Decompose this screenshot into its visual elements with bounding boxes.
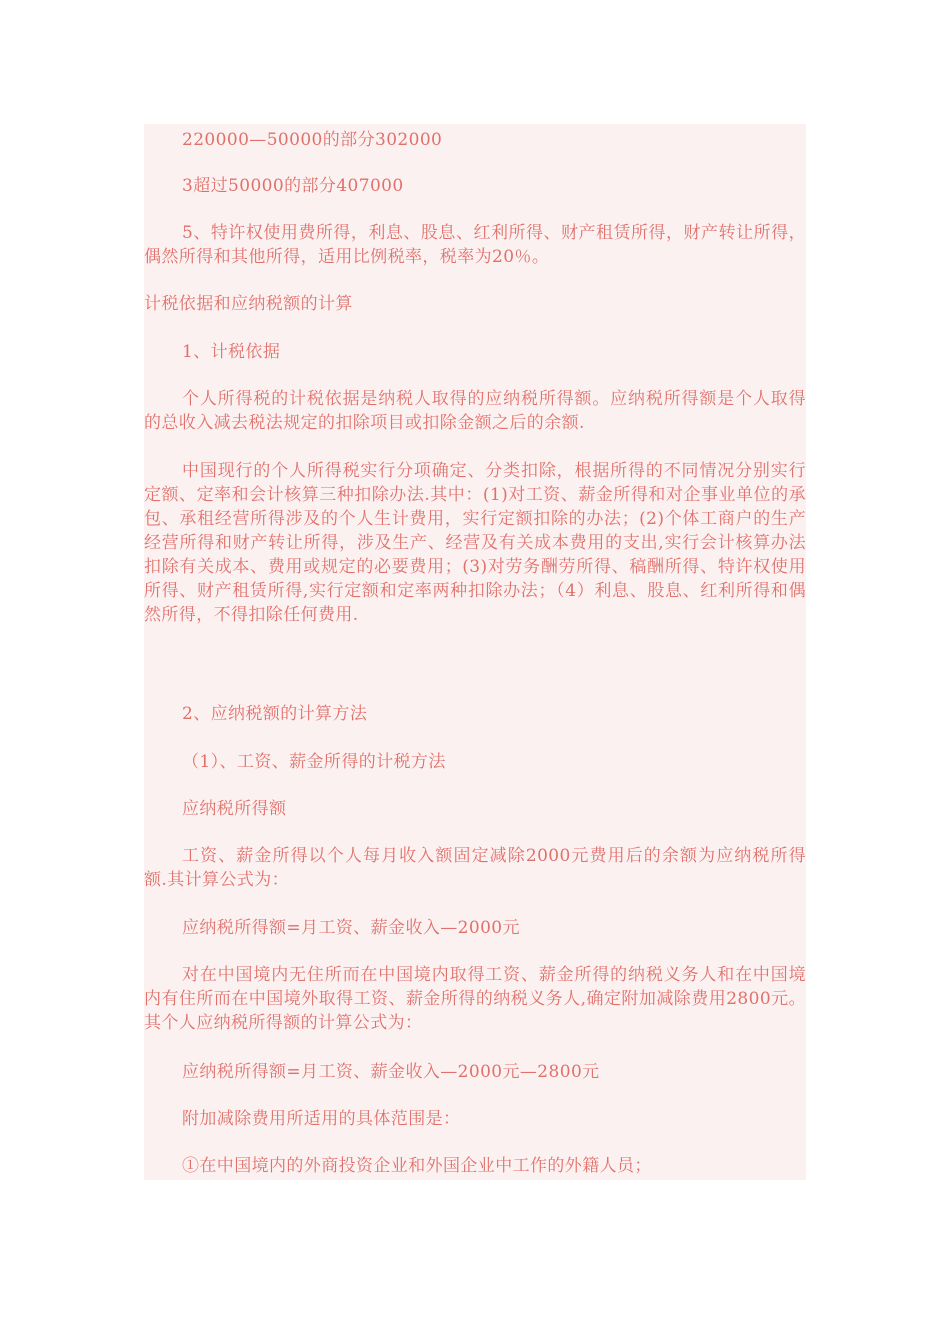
subsection-heading: （1）、工资、薪金所得的计税方法 bbox=[182, 752, 446, 772]
paragraph: 对在中国境内无住所而在中国境内取得工资、薪金所得的纳税义务人和在中国境内有住所而在中国境外取得工资、薪金所得的纳税义务人,确定附加减除费用2800元。其个人应纳税所得额的计算公式为： bbox=[144, 965, 806, 1033]
subsection-heading: 1、计税依据 bbox=[182, 342, 281, 362]
formula: 应纳税所得额=月工资、薪金收入—2000元 bbox=[182, 918, 520, 938]
paragraph: 个人所得税的计税依据是纳税人取得的应纳税所得额。应纳税所得额是个人取得的总收入减去税法规定的扣除项目或扣除金额之后的余额. bbox=[144, 389, 806, 433]
paragraph: 中国现行的个人所得税实行分项确定、分类扣除，根据所得的不同情况分别实行定额、定率和会计核算三种扣除办法.其中：(1)对工资、薪金所得和对企事业单位的承包、承租经营所得涉及的个人生计费用，实行定额扣除的办法；(2)个体工商户的生产经营所得和财产转让所得，涉及生产、经营及有关成本费用的支出,实行会计核算办法扣除有关成本、费用或规定的必要费用；(3)对劳务酬劳所得、稿酬所得、特许权使用所得、财产租赁所得,实行定额和定率两种扣除办法；（4）利息、股息、红利所得和偶然所得，不得扣除任何费用. bbox=[144, 461, 806, 625]
paragraph: 3超过50000的部分407000 bbox=[182, 176, 404, 196]
document-page bbox=[144, 124, 806, 1180]
paragraph: 220000—50000的部分302000 bbox=[182, 130, 443, 150]
paragraph: 附加减除费用所适用的具体范围是： bbox=[182, 1109, 461, 1129]
subsection-heading: 2、应纳税额的计算方法 bbox=[182, 704, 368, 724]
section-heading: 计税依据和应纳税额的计算 bbox=[144, 294, 353, 314]
formula: 应纳税所得额=月工资、薪金收入—2000元—2800元 bbox=[182, 1062, 600, 1082]
list-item: ①在中国境内的外商投资企业和外国企业中工作的外籍人员； bbox=[182, 1156, 652, 1176]
paragraph: 5、特许权使用费所得，利息、股息、红利所得、财产租赁所得，财产转让所得，偶然所得和其他所得，适用比例税率，税率为20％。 bbox=[144, 223, 806, 267]
paragraph: 应纳税所得额 bbox=[182, 799, 287, 819]
paragraph: 工资、薪金所得以个人每月收入额固定减除2000元费用后的余额为应纳税所得额.其计算公式为： bbox=[144, 846, 806, 890]
